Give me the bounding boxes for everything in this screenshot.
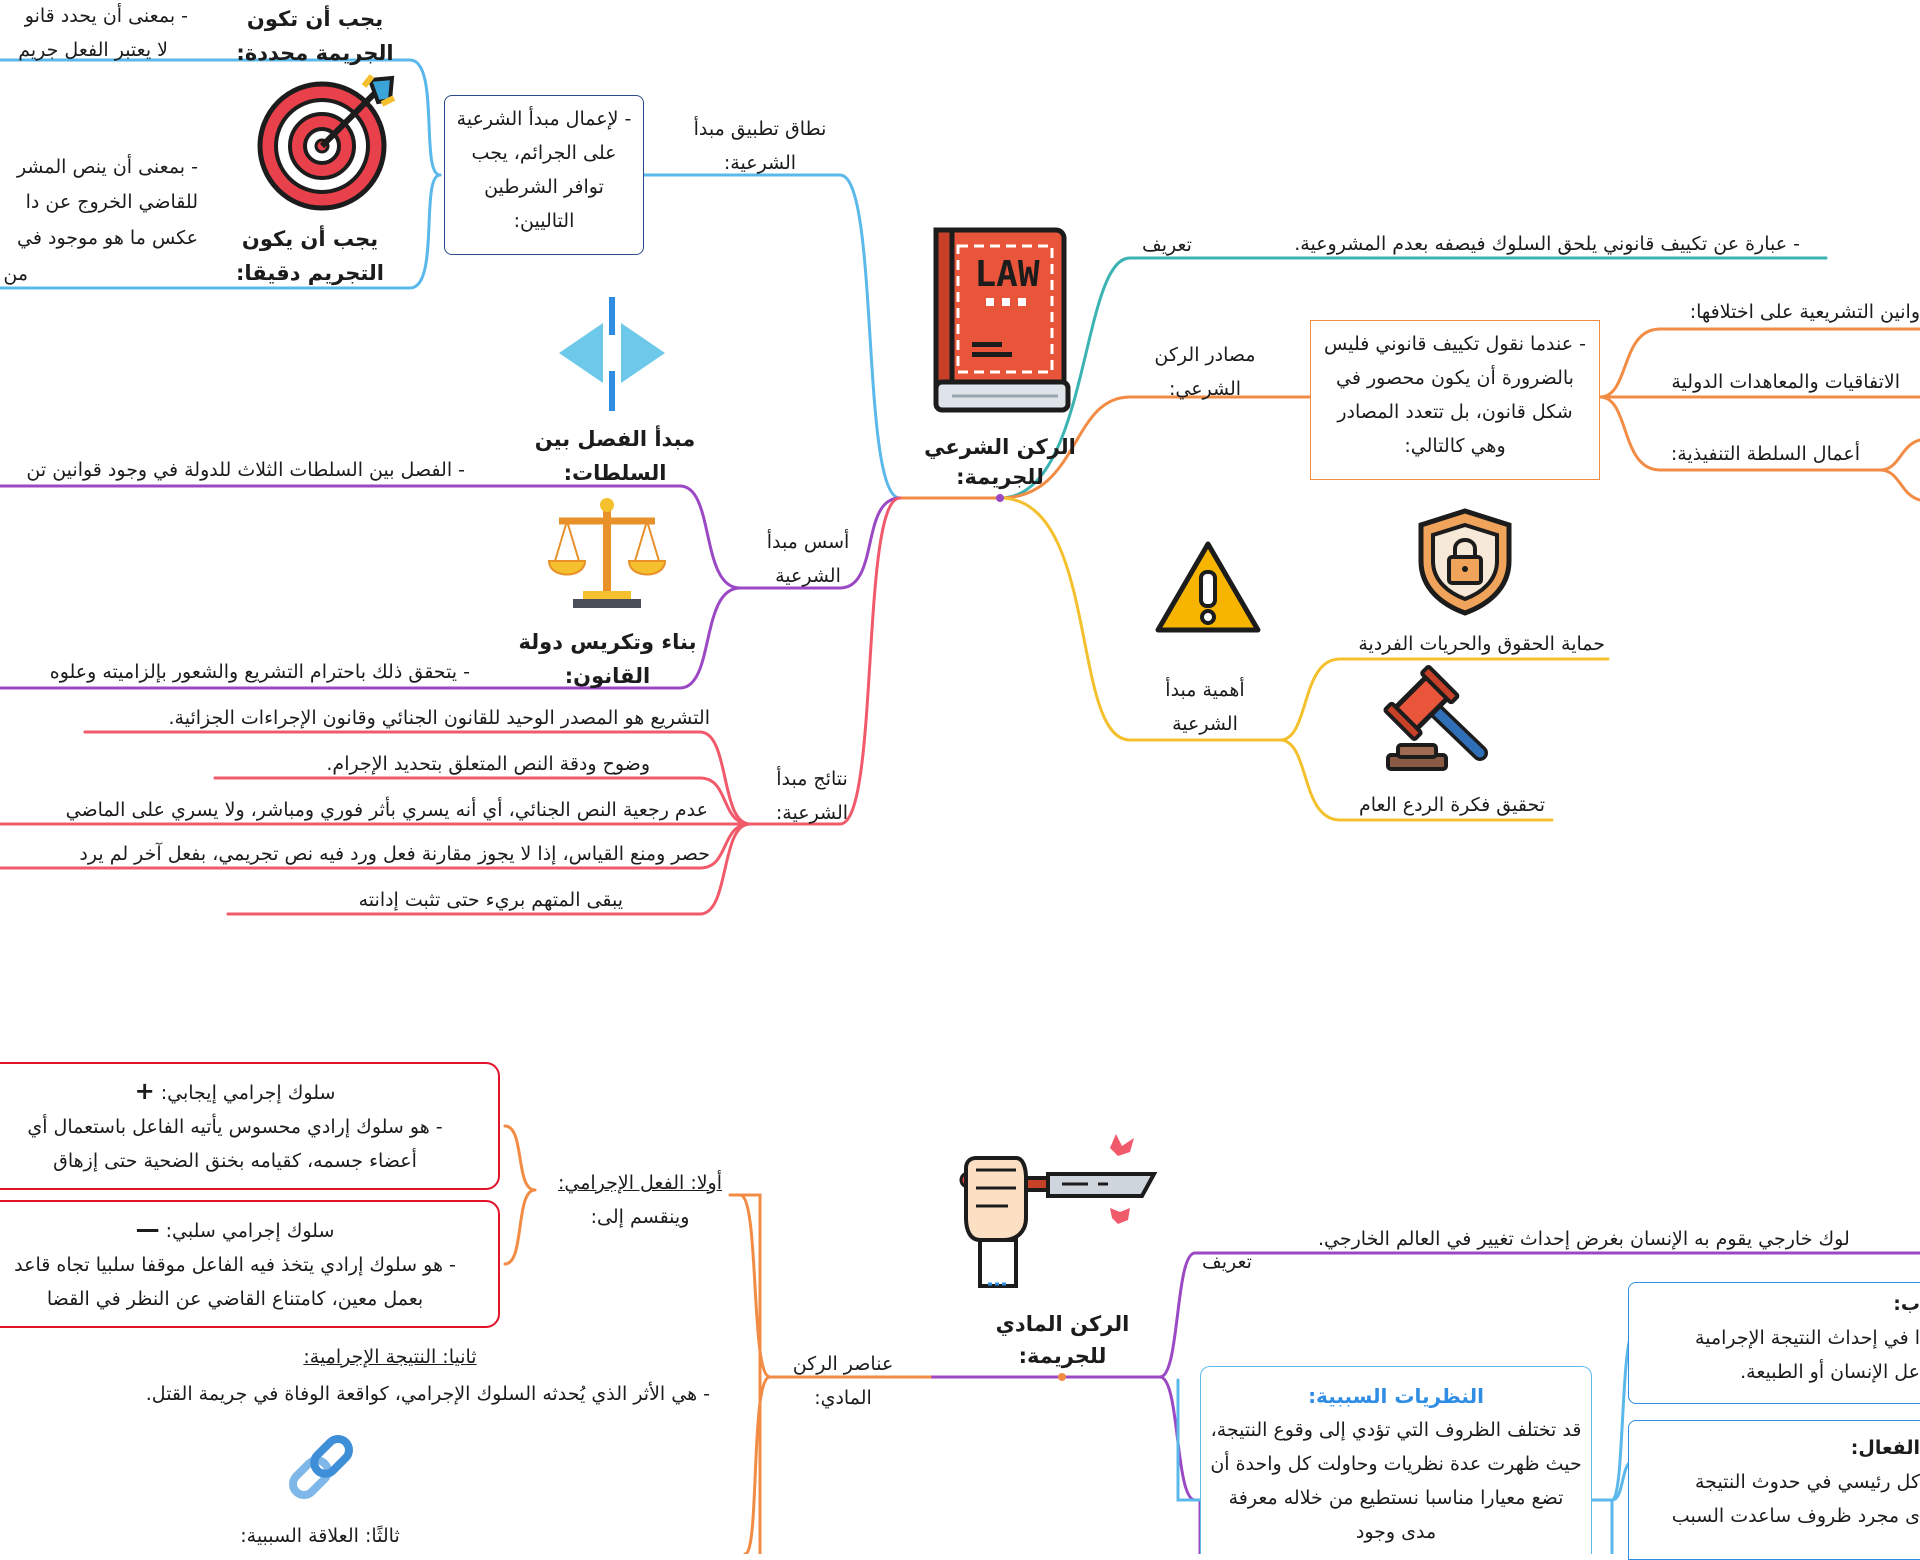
chain-link-icon (282, 1428, 360, 1506)
act-label-2: وينقسم إلى: (590, 1206, 690, 1228)
negative-line-2: بعمل معين، كامتناع القاضي عن النظر في القضا (46, 1288, 424, 1310)
knife-hand-icon (958, 1108, 1158, 1288)
cond1-line-2: لا يعتبر الفعل جريم (18, 39, 168, 61)
theories-box (1200, 1366, 1592, 1554)
theories-title: النظريات السببية: (1308, 1384, 1484, 1408)
importance-item-2: تحقيق فكرة الردع العام (1358, 794, 1545, 816)
causality-box-2 (1628, 1420, 1920, 1560)
sources-item-3: أعمال السلطة التنفيذية: (1670, 443, 1860, 465)
cond2-line-2: للقاضي الخروج عن دا (25, 191, 198, 213)
cond2-line-3: عكس ما هو موجود في (17, 227, 198, 249)
sources-label: مصادر الركن الشرعي: (1154, 344, 1256, 400)
law-icon-text: LAW (974, 254, 1040, 295)
positive-title: سلوك إجرامي إيجابي: (160, 1082, 336, 1104)
results-item-3: عدم رجعية النص الجنائي، أي أنه يسري بأثر فوري ومباشر، ولا يسري على الماضي (65, 799, 708, 821)
causality-box-2-line-2: ى مجرد ظروف ساعدت السبب (1671, 1505, 1920, 1527)
minus-icon: — (135, 1215, 160, 1243)
importance-item-1: حماية الحقوق والحريات الفردية (1358, 633, 1605, 655)
rule-of-law-text: - يتحقق ذلك باحترام التشريع والشعور بإلزاميته وعلوه (49, 661, 470, 683)
rule-of-law-title: بناء وتكريس دولة القانون: (518, 630, 697, 688)
causality-box-1 (1628, 1282, 1920, 1404)
result-label: ثانيا: النتيجة الإجرامية: (303, 1346, 477, 1368)
bases-label: أسس مبدأ الشرعية (766, 531, 850, 587)
scope-box: - لإعمال مبدأ الشرعية على الجرائم، يجب توافر الشرطين التاليين: (444, 95, 644, 255)
act-label-1: أولا: الفعل الإجرامي: (557, 1172, 723, 1194)
causality-box-1-line-1: ا في إحداث النتيجة الإجرامية (1695, 1327, 1920, 1349)
result-text: - هي الأثر الذي يُحدثه السلوك الإجرامي، كواقعة الوفاة في جريمة القتل. (145, 1383, 710, 1405)
positive-line-2: أعضاء جسمه، كقيامه بخنق الضحية حتى إزهاق (53, 1150, 417, 1172)
results-item-1: التشريع هو المصدر الوحيد للقانون الجنائي وقانون الإجراءات الجزائية. (168, 707, 710, 729)
positive-behavior-box (0, 1062, 500, 1190)
definition-label: تعريف (1142, 234, 1192, 256)
cond1-line-1: - بمعنى أن يحدد قانو (24, 5, 188, 27)
warning-icon (1152, 538, 1264, 638)
sources-item-1: وانين التشريعية على اختلافها: (1689, 301, 1920, 323)
bottom-center-title: الركن المادي للجريمة: (995, 1312, 1130, 1368)
target-icon (252, 72, 400, 214)
elements-label: عناصر الركن المادي: (792, 1353, 894, 1409)
results-item-4: حصر ومنع القياس، إذا لا يجوز مقارنة فعل ورد فيه نص تجريمي، بفعل آخر لم يرد (79, 843, 710, 865)
causality-label: ثالثًا: العلاقة السببية: (240, 1525, 400, 1547)
top-center-title: الركن الشرعي للجريمة: (924, 435, 1076, 489)
cond1-title: يجب أن تكون الجريمة محددة: (236, 7, 394, 65)
positive-line-1: - هو سلوك إرادي محسوس يأتيه الفاعل باستعمال أي (27, 1116, 443, 1138)
material-definition-text: لوك خارجي يقوم به الإنسان بغرض إحداث تغيير في العالم الخارجي. (1318, 1228, 1850, 1250)
split-arrows-icon (555, 295, 670, 413)
shield-lock-icon (1413, 505, 1517, 617)
material-definition-label: تعريف (1202, 1251, 1252, 1273)
act-label (540, 1166, 740, 1234)
gavel-icon (1380, 665, 1495, 775)
negative-line-1: - هو سلوك إرادي يتخذ فيه الفاعل موقفا سلبيا تجاه قاعد (14, 1254, 456, 1276)
causality-box-1-title: ب: (1893, 1293, 1920, 1315)
causality-box-1-line-2: عل الإنسان أو الطبيعة. (1740, 1361, 1920, 1383)
definition-text: - عبارة عن تكييف قانوني يلحق السلوك فيصفه بعدم المشروعية. (1294, 233, 1800, 255)
plus-icon: + (134, 1077, 155, 1105)
negative-behavior-box (0, 1200, 500, 1328)
sources-box: - عندما نقول تكييف قانوني فليس بالضرورة أن يكون محصور في شكل قانون، بل تتعدد المصادر وهي كالتالي: (1310, 320, 1600, 480)
negative-title: سلوك إجرامي سلبي: (165, 1220, 335, 1242)
theories-text: قد تختلف الظروف التي تؤدي إلى وقوع النتيجة، حيث ظهرت عدة نظريات وحاولت كل واحدة أن تضع معيارا مناسبا نستطيع من خلاله معرفة مدى وجود (1210, 1419, 1582, 1543)
scope-label: نطاق تطبيق مبدأ الشرعية: (693, 118, 827, 174)
cond2-line-1: - بمعنى أن ينص المشر (16, 156, 198, 178)
cond2-line-4: من (3, 263, 28, 285)
sources-item-2: الاتفاقيات والمعاهدات الدولية (1671, 371, 1900, 393)
results-label: نتائج مبدأ الشرعية: (775, 768, 849, 824)
results-item-2: وضوح ودقة النص المتعلق بتحديد الإجرام. (326, 753, 650, 775)
cond2-title: يجب أن يكون التجريم دقيقا: (235, 227, 384, 285)
causality-box-2-title: الفعال: (1850, 1437, 1920, 1459)
scales-icon (545, 495, 670, 610)
importance-label: أهمية مبدأ الشرعية (1165, 679, 1245, 735)
results-item-5: يبقى المتهم بريء حتى تثبت إدانته (358, 889, 623, 911)
separation-title: مبدأ الفصل بين السلطات: (534, 427, 696, 485)
causality-box-2-line-1: كل رئيسي في حدوث النتيجة (1695, 1471, 1920, 1493)
separation-text: - الفصل بين السلطات الثلاث للدولة في وجود قوانين تن (26, 459, 465, 481)
law-book-icon (922, 222, 1074, 418)
